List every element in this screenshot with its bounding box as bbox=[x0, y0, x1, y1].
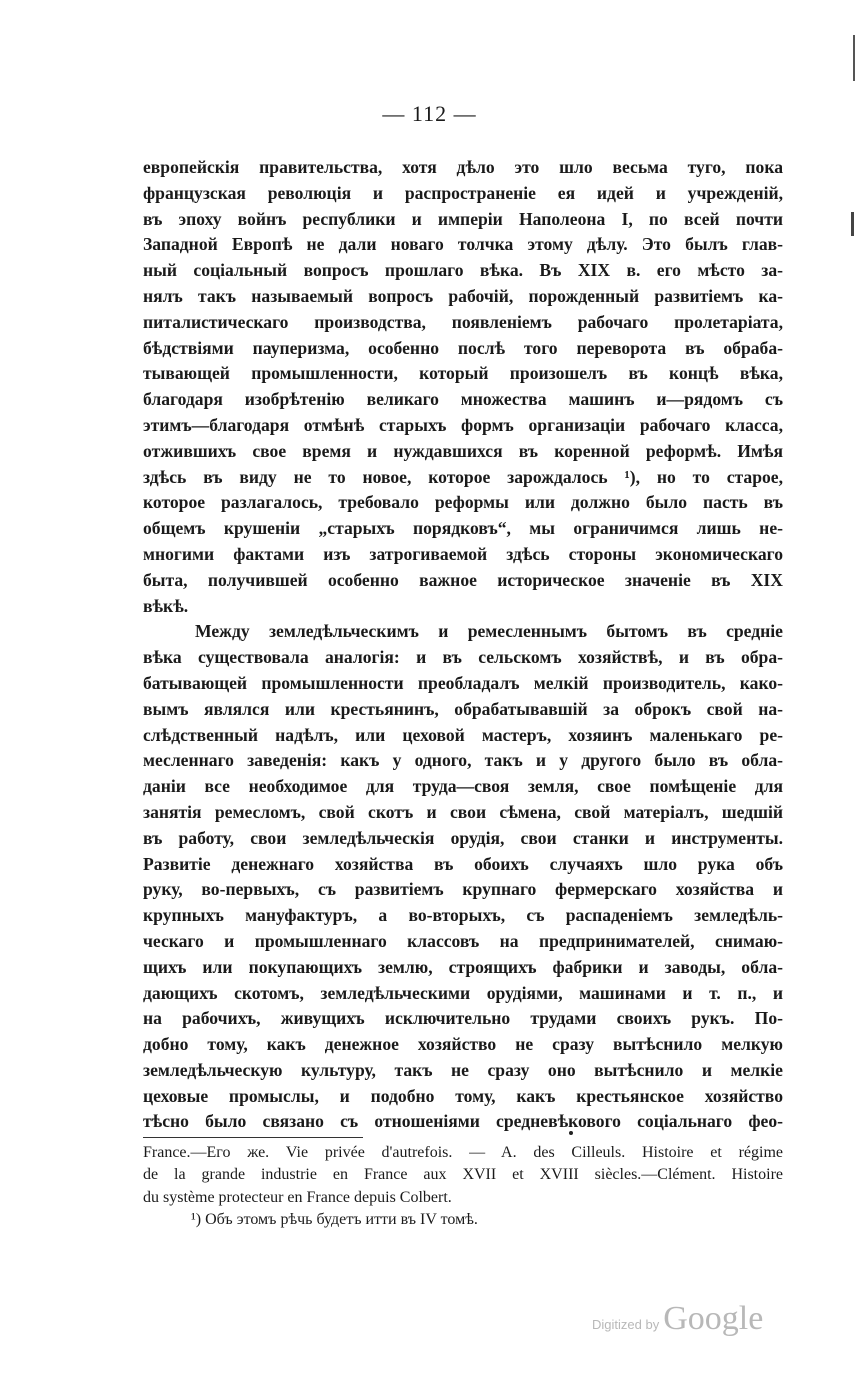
text-line: вымъ являлся или крестьянинъ, обрабатывавшій за оброкъ свой на- bbox=[143, 698, 783, 719]
text-line: въ работу, свои земледѣльческія орудія, свои станки и инструменты. bbox=[143, 827, 783, 848]
text-line: щихъ или покупающихъ землю, строящихъ фабрики и заводы, обла- bbox=[143, 956, 783, 977]
footnote-line: France.—Его же. Vie privée d'autrefois. — A. des Cilleuls. Histoire et régime bbox=[143, 1144, 783, 1161]
text-line: цеховые промыслы, и подобно тому, какъ крестьянское хозяйство bbox=[143, 1085, 783, 1106]
text-line: общемъ крушеніи „старыхъ порядковъ“, мы ограничимся лишь не- bbox=[143, 518, 783, 539]
text-line: вѣкѣ. bbox=[143, 595, 189, 616]
text-line: крупныхъ мануфактуръ, а во-вторыхъ, съ распаденіемъ земледѣль- bbox=[143, 905, 783, 926]
text-line: быта, получившей особенно важное историческое значеніе въ XIX bbox=[143, 569, 783, 590]
text-line: европейскія правительства, хотя дѣло это шло весьма туго, пока bbox=[143, 157, 783, 177]
text-line: нялъ такъ называемый вопросъ рабочій, порожденный развитіемъ ка- bbox=[143, 285, 783, 306]
text-line: месленнаго заведенія: какъ у одного, такъ и у другого было въ обла- bbox=[143, 750, 783, 771]
text-line: дающихъ скотомъ, земледѣльческими орудіями, машинами и т. п., и bbox=[143, 982, 783, 1003]
main-text bbox=[143, 155, 783, 1135]
text-line: которое разлагалось, требовало реформы или должно было пасть въ bbox=[143, 492, 783, 513]
footnotes bbox=[143, 1142, 783, 1231]
text-line: Западной Европѣ не дали новаго толчка этому дѣлу. Это былъ глав- bbox=[143, 234, 783, 255]
text-line: питалистическаго производства, появленіемъ рабочаго пролетаріата, bbox=[143, 311, 783, 332]
text-line: тѣсно было связано съ отношеніями средневѣкового соціальнаго фео- bbox=[143, 1111, 783, 1132]
text-line: ческаго и промышленнаго классовъ на предпринимателей, снимаю- bbox=[143, 930, 783, 951]
text-line: Развитіе денежнаго хозяйства въ обоихъ случаяхъ шло рука объ bbox=[143, 853, 783, 874]
footnote-divider bbox=[143, 1137, 363, 1138]
ink-speck bbox=[569, 1131, 573, 1135]
text-line: отжившихъ свое время и нуждавшихся въ коренной реформѣ. Имѣя bbox=[143, 440, 783, 461]
text-line: батывающей промышленности преобладалъ мелкій производитель, како- bbox=[143, 672, 783, 693]
text-line: руку, во-первыхъ, съ развитіемъ крупнаго фермерскаго хозяйства и bbox=[143, 879, 783, 900]
footnote-line: du système protecteur en France depuis Colbert. bbox=[143, 1188, 452, 1206]
scan-edge-mark bbox=[851, 212, 854, 236]
text-line: слѣдственный надѣлъ, или цеховой мастеръ, хозяинъ маленькаго ре- bbox=[143, 724, 783, 745]
text-line: вѣка существовала аналогія: и въ сельскомъ хозяйствѣ, и въ обра- bbox=[143, 647, 783, 668]
digitized-watermark bbox=[592, 1300, 763, 1338]
text-line: даніи все необходимое для труда—своя земля, свое помѣщеніе для bbox=[143, 776, 783, 797]
text-line: Между земледѣльческимъ и ремесленнымъ бытомъ въ средніе bbox=[195, 621, 783, 642]
text-line: земледѣльческую культуру, такъ не сразу оно вытѣснило и мелкіе bbox=[143, 1059, 783, 1080]
text-line: благодаря изобрѣтенію великаго множества машинъ и—рядомъ съ bbox=[143, 389, 783, 410]
text-line: многими фактами изъ затрогиваемой здѣсь стороны экономическаго bbox=[143, 543, 783, 564]
text-line: ный соціальный вопросъ прошлаго вѣка. Въ XIX в. его мѣсто за- bbox=[143, 260, 783, 281]
scan-edge-mark bbox=[853, 35, 855, 81]
text-line: занятія ремесломъ, свой скотъ и свои сѣмена, свой матеріалъ, шедшій bbox=[143, 801, 783, 822]
text-line: тывающей промышленности, который произошелъ въ концѣ вѣка, bbox=[143, 363, 783, 384]
footnote-line: ¹) Объ этомъ рѣчь будетъ итти въ IV томѣ. bbox=[191, 1210, 478, 1228]
text-line: на рабочихъ, живущихъ исключительно трудами своихъ рукъ. По- bbox=[143, 1008, 783, 1029]
text-line: здѣсь въ виду не то новое, которое зарождалось ¹), но то старое, bbox=[143, 466, 783, 487]
text-line: въ эпоху войнъ республики и имперіи Наполеона I, по всей почти bbox=[143, 208, 783, 229]
watermark-logo-text: Google bbox=[663, 1300, 764, 1337]
text-line: бѣдствіями пауперизма, особенно послѣ того переворота въ обраба- bbox=[143, 337, 783, 358]
text-line: добно тому, какъ денежное хозяйство не сразу вытѣснило мелкую bbox=[143, 1034, 783, 1055]
text-line: французская революція и распространеніе ея идей и учрежденій, bbox=[143, 182, 783, 203]
text-line: этимъ—благодаря отмѣнѣ старыхъ формъ организаціи рабочаго класса, bbox=[143, 414, 783, 435]
watermark-small-text: Digitized by bbox=[592, 1317, 660, 1332]
page-number: — 112 — bbox=[382, 101, 477, 126]
footnote-line: de la grande industrie en France aux XVII et XVIII siècles.—Clément. Histoire bbox=[143, 1166, 783, 1184]
